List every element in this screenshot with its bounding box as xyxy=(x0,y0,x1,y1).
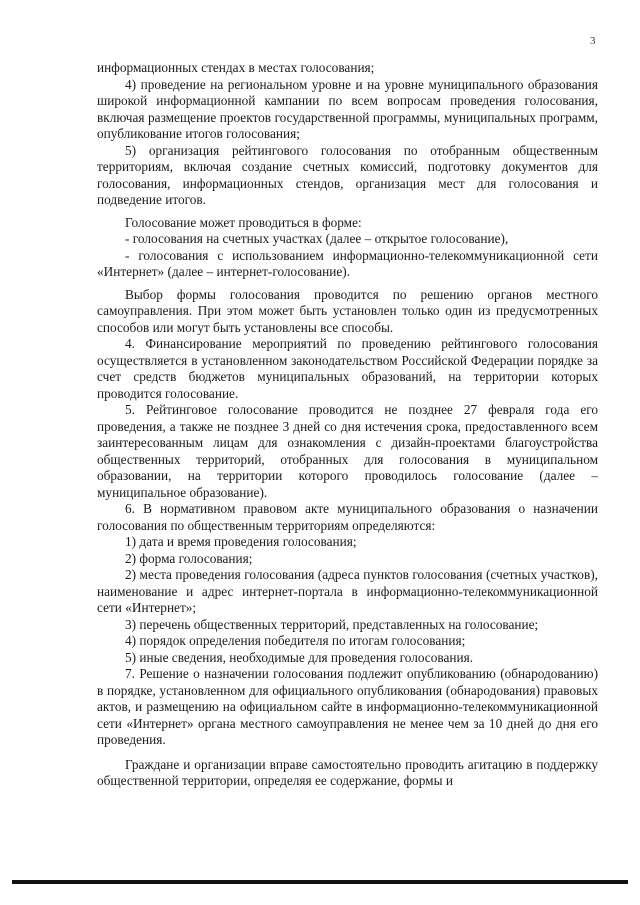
page-number: 3 xyxy=(590,35,596,47)
list-item: 2) форма голосования; xyxy=(125,550,253,566)
paragraph: 6. В нормативном правовом акте муниципального образования о назначении голосования по общественным территориям определяются: xyxy=(97,501,598,533)
list-item: 1) дата и время проведения голосования; xyxy=(125,534,357,549)
paragraph: Граждане и организации вправе самостоятельно проводить агитацию в поддержку общественной территории, определяя ее содержание, формы и xyxy=(97,756,598,788)
scan-edge-divider xyxy=(12,880,628,884)
paragraph: Выбор формы голосования проводится по решению органов местного самоуправления. При этом может быть установлен только один из предусмотренных способов или могут быть установлены все способы. xyxy=(97,286,598,335)
document-body xyxy=(97,60,598,790)
paragraph: 7. Решение о назначении голосования подлежит опубликованию (обнародованию) в порядке, установленном для официального опубликования (обнародования) правовых актов, и размещению на официальном сайте в информационно-телекоммуникационной сети «Интернет» органа местного самоуправления не менее чем за 10 дней до дня его проведения. xyxy=(97,666,598,747)
list-item: 2) места проведения голосования (адреса пунктов голосования (счетных участков), наименование и адрес интернет-портала в информационно-телекоммуникационной сети «Интернет»; xyxy=(97,567,598,615)
list-item: 4) порядок определения победителя по итогам голосования; xyxy=(125,633,466,648)
list-item: 3) перечень общественных территорий, представленных на голосование; xyxy=(125,616,539,632)
paragraph: 5) организация рейтингового голосования по отобранным общественным территориям, включая создание счетных комиссий, подготовку документов для голосования, информационных стендов, организация мест для голосования и подведение итогов. xyxy=(97,142,598,207)
paragraph: 4. Финансирование мероприятий по проведению рейтингового голосования осуществляется в установленном законодательством Российской Федерации порядке за счет средств бюджетов муниципальных образований, на территории которых проводится голосование. xyxy=(97,336,598,401)
paragraph: 4) проведение на региональном уровне и на уровне муниципального образования широкой информационной кампании по всем вопросам проведения голосования, включая размещение проектов государственной программы, муниципальных программ, опубликование итогов голосования; xyxy=(97,76,598,141)
paragraph: Голосование может проводиться в форме: xyxy=(125,214,362,230)
paragraph: - голосования на счетных участках (далее – открытое голосование), xyxy=(125,231,509,246)
paragraph: 5. Рейтинговое голосование проводится не позднее 27 февраля года его проведения, а также не позднее 3 дней со дня истечения срока, предоставленного всем заинтересованным лицам для ознакомления с дизайн-проектами благоустройства общественных территорий, отобранных для голосования в муниципальном образовании, на территории которого проводилось голосование (далее – муниципальное образование). xyxy=(97,402,598,500)
paragraph: информационных стендах в местах голосования; xyxy=(97,60,375,75)
paragraph: - голосования с использованием информационно-телекоммуникационной сети «Интернет» (далее – интернет-голосование). xyxy=(97,247,598,279)
list-item: 5) иные сведения, необходимые для проведения голосования. xyxy=(125,649,474,665)
